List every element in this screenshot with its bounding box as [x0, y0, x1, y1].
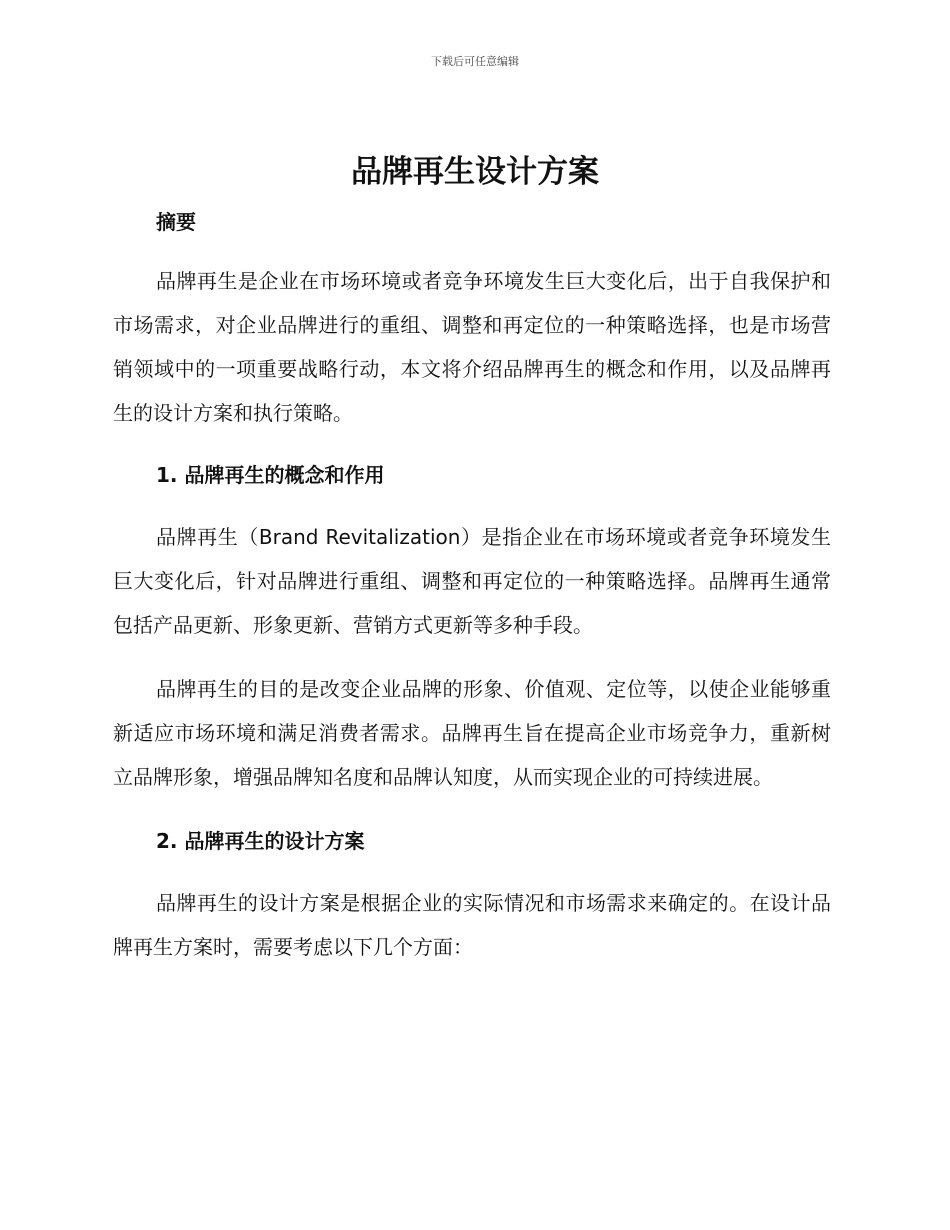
abstract-heading: 摘要 — [156, 210, 196, 234]
section-1-heading: 1. 品牌再生的概念和作用 — [156, 463, 385, 487]
abstract-paragraph: 品牌再生是企业在市场环境或者竞争环境发生巨大变化后，出于自我保护和市场需求，对企业品牌进行的重组、调整和再定位的一种策略选择，也是市场营销领域中的一项重要战略行动，本文将介绍品牌再生的概念和作用，以及品牌再生的设计方案和执行策略。 — [113, 269, 831, 425]
spacer — [113, 647, 831, 667]
document-title: 品牌再生设计方案 — [351, 154, 599, 190]
section-2-paragraph-1: 品牌再生的设计方案是根据企业的实际情况和市场需求来确定的。在设计品牌再生方案时，需要考虑以下几个方面： — [113, 891, 831, 959]
section-2-heading: 2. 品牌再生的设计方案 — [156, 829, 365, 853]
spacer — [113, 799, 831, 819]
section-1-paragraph-2: 品牌再生的目的是改变企业品牌的形象、价值观、定位等，以使企业能够重新适应市场环境和满足消费者需求。品牌再生旨在提高企业市场竞争力，重新树立品牌形象，增强品牌知名度和品牌认知度，从而实现企业的可持续进展。 — [113, 677, 831, 789]
spacer — [113, 497, 831, 515]
section-1-paragraph-1: 品牌再生（Brand Revitalization）是指企业在市场环境或者竞争环境发生巨大变化后，针对品牌进行重组、调整和再定位的一种策略选择。品牌再生通常包括产品更新、形象更新、营销方式更新等多种手段。 — [113, 525, 831, 637]
spacer — [113, 863, 831, 881]
spacer — [113, 435, 831, 453]
spacer — [113, 241, 831, 259]
document-body — [113, 203, 831, 969]
header-note: 下载后可任意编辑 — [431, 55, 519, 68]
